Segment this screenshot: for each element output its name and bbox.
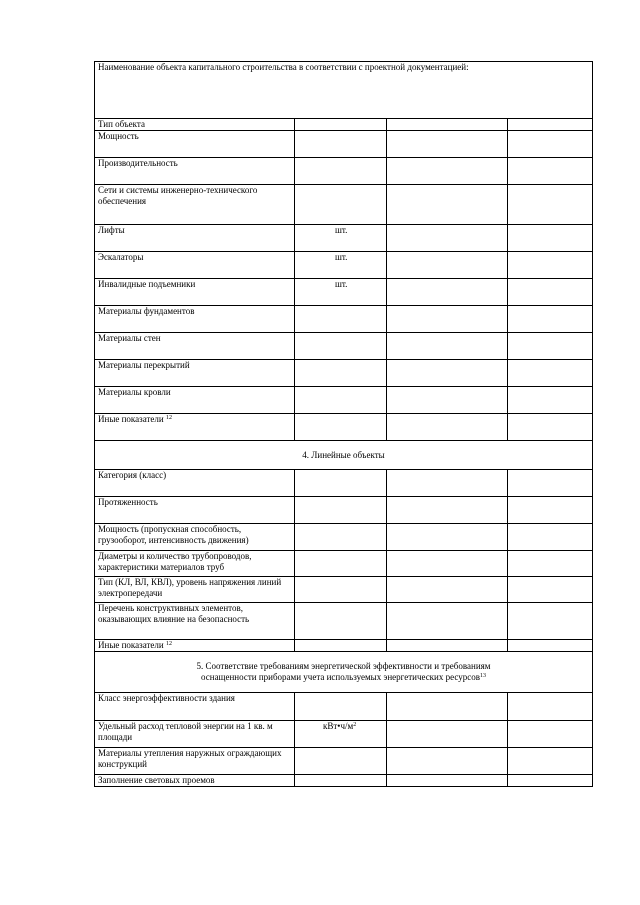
value-cell [387, 551, 508, 577]
value-cell [295, 640, 387, 652]
value-cell [508, 252, 593, 279]
unit-exponent: 2 [353, 722, 357, 728]
row-unit [295, 693, 387, 721]
value-cell [387, 131, 508, 158]
row-unit [295, 387, 387, 414]
row-unit [295, 185, 387, 225]
value-cell [387, 119, 508, 131]
value-cell [508, 640, 593, 652]
value-cell [387, 470, 508, 497]
table-row [95, 252, 593, 279]
value-cell [295, 497, 387, 524]
row-unit: шт. [295, 279, 387, 306]
value-cell [387, 387, 508, 414]
section-4-title-text: 4. Линейные объекты [302, 449, 385, 460]
section-header-row [95, 652, 593, 693]
value-cell [508, 131, 593, 158]
value-cell [508, 306, 593, 333]
value-cell [387, 333, 508, 360]
value-cell [508, 360, 593, 387]
value-cell [508, 577, 593, 603]
row-unit [295, 414, 387, 441]
value-cell [508, 603, 593, 640]
table-row [95, 640, 593, 652]
row-label: Материалы перекрытий [95, 360, 295, 387]
value-cell [508, 119, 593, 131]
row-unit [295, 306, 387, 333]
table-row [95, 185, 593, 225]
value-cell [295, 470, 387, 497]
footnote-ref: 13 [479, 673, 486, 679]
row-unit: шт. [295, 252, 387, 279]
value-cell [508, 497, 593, 524]
table-row [95, 603, 593, 640]
table-row [95, 414, 593, 441]
table-row [95, 306, 593, 333]
value-cell [387, 252, 508, 279]
row-label: Лифты [95, 225, 295, 252]
row-unit [295, 333, 387, 360]
row-label: Инвалидные подъемники [95, 279, 295, 306]
value-cell [387, 721, 508, 748]
value-cell [387, 360, 508, 387]
section-5-title-line2-wrap [98, 672, 589, 683]
row-label: Мощность (пропускная способность, грузооборот, интенсивность движения) [95, 524, 295, 551]
section-5-title [95, 652, 593, 693]
row-unit [295, 748, 387, 775]
value-cell [508, 279, 593, 306]
value-cell [387, 306, 508, 333]
table-row [95, 225, 593, 252]
table-row [95, 775, 593, 787]
value-cell [508, 748, 593, 775]
row-unit [295, 775, 387, 787]
table-row [95, 119, 593, 131]
row-unit [295, 721, 387, 748]
row-label: Перечень конструктивных элементов, оказывающих влияние на безопасность [95, 603, 295, 640]
row-label: Мощность [95, 131, 295, 158]
value-cell [295, 551, 387, 577]
row-label: Протяженность [95, 497, 295, 524]
table-row [95, 721, 593, 748]
footnote-ref: 12 [165, 641, 172, 647]
row-label: Материалы фундаментов [95, 306, 295, 333]
section-5-title-line2: оснащенности приборами учета используемых энергетических ресурсов [201, 672, 480, 682]
header-row [95, 62, 593, 119]
row-label: Диаметры и количество трубопроводов, характеристики материалов труб [95, 551, 295, 577]
row-label: Тип объекта [95, 119, 295, 131]
value-cell [387, 497, 508, 524]
table-row [95, 360, 593, 387]
row-label: Производительность [95, 158, 295, 185]
value-cell [387, 225, 508, 252]
row-label-text: Иные показатели [98, 414, 164, 424]
value-cell [387, 158, 508, 185]
row-label: Сети и системы инженерно-технического обеспечения [95, 185, 295, 225]
section-header-row [95, 441, 593, 470]
table-row [95, 497, 593, 524]
table-row [95, 524, 593, 551]
value-cell [387, 775, 508, 787]
row-unit [295, 131, 387, 158]
table-row [95, 470, 593, 497]
value-cell [508, 693, 593, 721]
row-unit [295, 360, 387, 387]
value-cell [387, 414, 508, 441]
row-label [95, 640, 295, 652]
row-unit [295, 158, 387, 185]
value-cell [387, 279, 508, 306]
value-cell [508, 551, 593, 577]
row-label: Класс энергоэффективности здания [95, 693, 295, 721]
table-row [95, 158, 593, 185]
value-cell [387, 693, 508, 721]
row-label: Удельный расход тепловой энергии на 1 кв. м площади [95, 721, 295, 748]
value-cell [387, 577, 508, 603]
value-cell [387, 185, 508, 225]
value-cell [387, 524, 508, 551]
table-row [95, 577, 593, 603]
value-cell [508, 470, 593, 497]
value-cell [508, 387, 593, 414]
row-label: Материалы стен [95, 333, 295, 360]
table-row [95, 748, 593, 775]
value-cell [387, 603, 508, 640]
row-label: Материалы утепления наружных ограждающих конструкций [95, 748, 295, 775]
value-cell [508, 721, 593, 748]
value-cell [387, 640, 508, 652]
table-row [95, 551, 593, 577]
value-cell [508, 414, 593, 441]
value-cell [295, 577, 387, 603]
row-label-text: Иные показатели [98, 640, 164, 650]
row-label: Тип (КЛ, ВЛ, КВЛ), уровень напряжения линий электропередачи [95, 577, 295, 603]
row-unit [295, 119, 387, 131]
value-cell [508, 185, 593, 225]
object-name-cell: Наименование объекта капитального строительства в соответствии с проектной документацией: [95, 62, 593, 119]
footnote-ref: 12 [165, 415, 172, 421]
row-label: Заполнение световых проемов [95, 775, 295, 787]
table-row [95, 131, 593, 158]
table-row [95, 693, 593, 721]
row-unit: шт. [295, 225, 387, 252]
value-cell [508, 225, 593, 252]
table-row [95, 279, 593, 306]
table-row [95, 387, 593, 414]
section-5-title-line1: 5. Соответствие требованиям энергетической эффективности и требованиям [196, 661, 491, 671]
row-label [95, 414, 295, 441]
row-unit-text: кВт•ч/м [323, 721, 354, 731]
row-label: Категория (класс) [95, 470, 295, 497]
value-cell [295, 524, 387, 551]
value-cell [508, 775, 593, 787]
section-4-title [95, 441, 593, 470]
row-label: Эскалаторы [95, 252, 295, 279]
value-cell [295, 603, 387, 640]
value-cell [508, 524, 593, 551]
value-cell [387, 748, 508, 775]
value-cell [508, 158, 593, 185]
object-characteristics-table [94, 61, 593, 787]
value-cell [508, 333, 593, 360]
row-label: Материалы кровли [95, 387, 295, 414]
table-row [95, 333, 593, 360]
